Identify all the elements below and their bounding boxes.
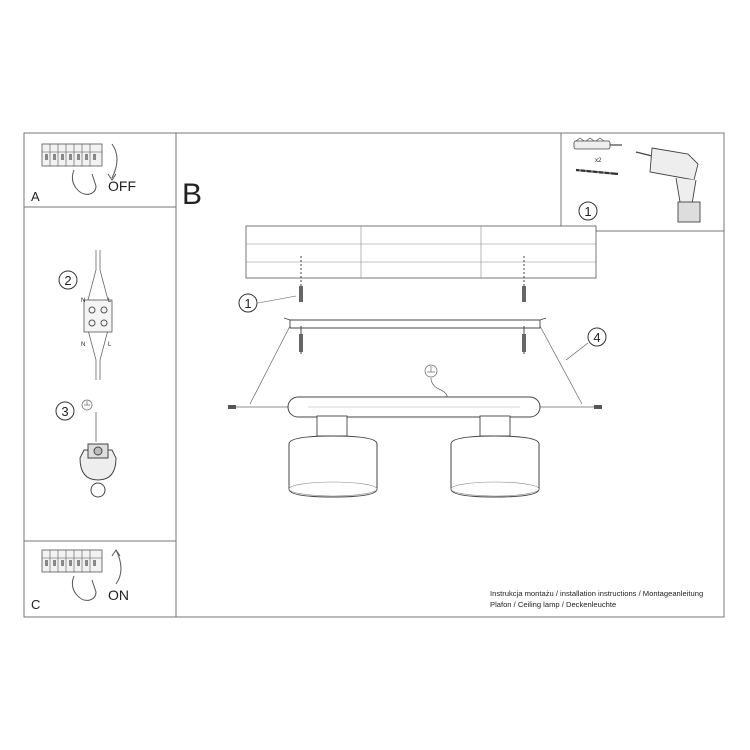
lamp-shade-left (289, 416, 377, 497)
step-1-tools-number: 1 (584, 204, 592, 219)
breaker-box-a-icon (42, 144, 102, 166)
panel-b-letter: B (182, 178, 203, 211)
lamp-shade-right (451, 416, 539, 497)
arrow-down-icon (112, 144, 117, 178)
ceiling-slab (246, 226, 596, 278)
assembly-guides (236, 326, 594, 407)
panel-c-action: ON (108, 587, 129, 603)
step-3-number: 3 (61, 404, 69, 419)
step-1-mount-number: 1 (244, 296, 252, 311)
terminal-l-top: L (108, 298, 112, 304)
breaker-box-c-icon (42, 550, 102, 572)
panel-a-action: OFF (108, 178, 136, 194)
terminal-block-icon (84, 300, 112, 332)
mounting-bracket (284, 318, 546, 354)
panel-a-letter: A (31, 189, 40, 204)
terminal-n-bottom: N (81, 342, 86, 348)
step-2-number: 2 (64, 273, 72, 288)
hand-c-icon (72, 576, 96, 600)
tools-box (561, 133, 724, 231)
ground-symbol-icon (82, 400, 92, 410)
footer-line-2: Plafon / Ceiling lamp / Deckenleuchte (490, 600, 617, 609)
footer-caption (490, 588, 703, 610)
panel-a (24, 133, 176, 207)
lamp-body (288, 397, 540, 417)
terminal-l-bottom: L (108, 342, 112, 348)
ground-terminal-icon (80, 412, 116, 497)
hand-a-icon (72, 170, 96, 194)
ground-wire (425, 365, 447, 400)
arrow-up-icon (116, 550, 121, 584)
ceiling (246, 226, 596, 278)
footer-line-1: Instrukcja montażu / installation instructions / Montageanleitung (490, 589, 704, 598)
panel-c (24, 541, 176, 617)
ground-step (56, 400, 116, 497)
panel-c-letter: C (31, 597, 41, 612)
step-4-number: 4 (593, 330, 601, 345)
terminal-n-top: N (81, 298, 86, 304)
wiring-step (59, 250, 112, 380)
anchor-count: x2 (595, 158, 602, 164)
